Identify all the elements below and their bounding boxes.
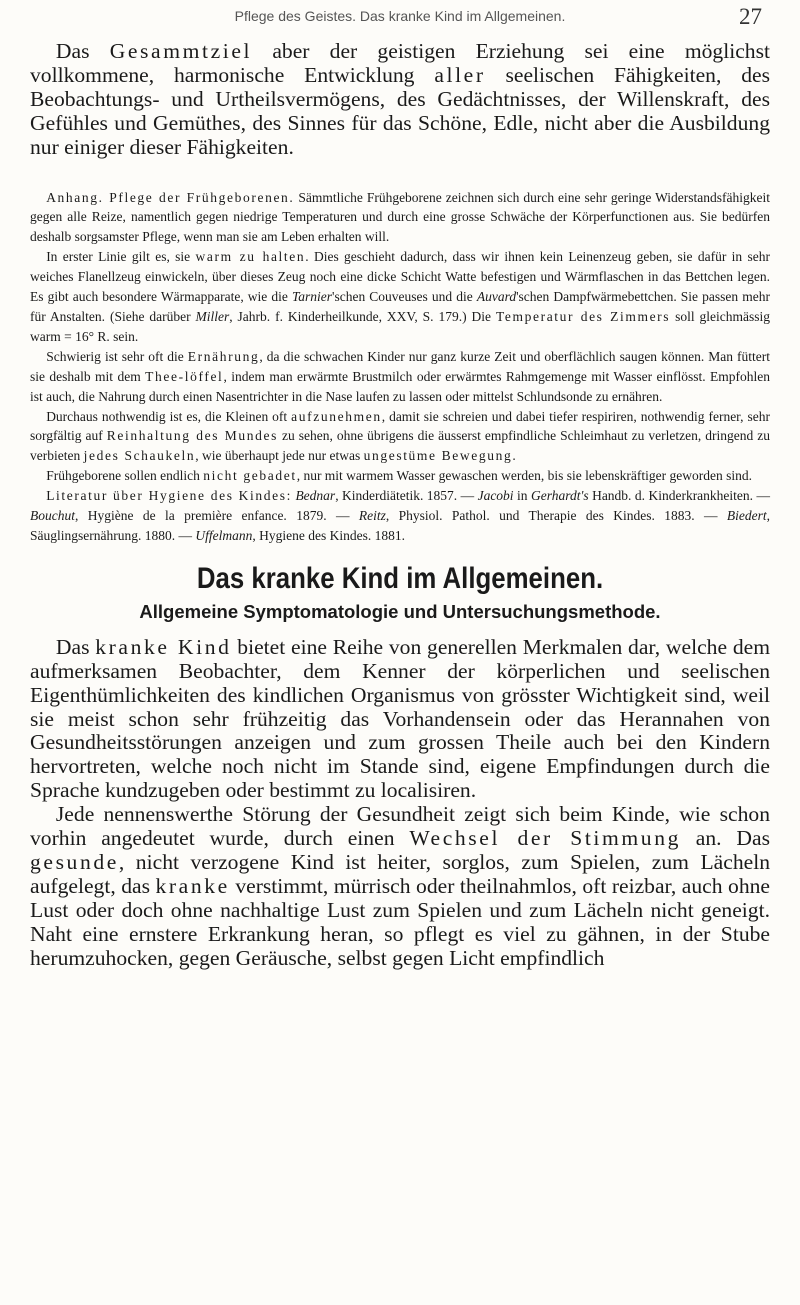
anhang-text: , wie überhaupt jede nur etwas bbox=[195, 448, 364, 464]
anhang-paragraph-4 bbox=[30, 407, 770, 467]
main-text: Das bbox=[55, 634, 96, 659]
author-jacobi: Jacobi bbox=[477, 488, 514, 504]
anhang-text: 'schen Dampfwärmebettchen. Sie passen mehr für Anstalten. (Siehe darüber bbox=[30, 289, 770, 324]
main-paragraph-2 bbox=[30, 803, 770, 970]
anhang-text: zu sehen, ohne übrigens die äusserst empfindliche Schleimhaut zu verletzen, dringend zu verbieten bbox=[30, 428, 770, 464]
author-uffelmann: Uffelmann bbox=[195, 527, 253, 543]
anhang-text: . bbox=[512, 448, 516, 464]
anhang-text: , indem man erwärmte Brustmilch oder erwärmtes Rahmgemenge mit Wasser einflösst. Empfohlen ist auch, die Nahrung durch einen Nasentrichter in die Nase laufen zu lassen oder mittelst Schlundsonde zu ernähren. bbox=[30, 368, 770, 404]
section-subheading: Allgemeine Symptomatologie und Untersuchungsmethode. bbox=[139, 600, 661, 622]
literature-text: , Säuglingsernährung. 1880. — bbox=[30, 508, 770, 543]
emphasis-ungestueme: ungestüme Bewegung bbox=[363, 448, 513, 464]
emphasis-theeloeffel: Thee-löffel bbox=[145, 368, 224, 384]
literature-paragraph bbox=[30, 486, 770, 546]
running-title: Pflege des Geistes. Das kranke Kind im Allgemeinen. bbox=[234, 8, 566, 24]
intro-text: seelischen Fähigkeiten, des Beobachtungs- und Urtheilsvermögens, des Gedächtnisses, der Willenskraft, des Gefühles und Gemüthes, des Sinnes für das Schöne, Edle, nicht aber die Ausbildung nur einiger dieser Fähigkeiten. bbox=[30, 62, 770, 159]
literature-text: , Hygiene des Kindes. 1881. bbox=[252, 527, 405, 543]
emphasis-nicht-gebadet: nicht gebadet bbox=[203, 468, 297, 484]
anhang-text: Sämmtliche Frühgeborene zeichnen sich durch eine sehr geringe Widerstandsfähigkeit gegen alle Reize, namentlich gegen niedrige Temperaturen und durch eine grosse Schwäche der Körperfunctionen aus. Sie bedürfen deshalb sorgsamster Pflege, wenn man sie am Leben erhalten will. bbox=[30, 189, 770, 245]
anhang-paragraph-5 bbox=[30, 466, 770, 486]
author-reitz: Reitz bbox=[358, 508, 386, 524]
anhang-text: , nur mit warmem Wasser gewaschen werden, bis sie lebenskräftiger geworden sind. bbox=[296, 468, 752, 484]
emphasis-temperatur: Temperatur des Zimmers bbox=[495, 308, 671, 324]
literature-text: Handb. d. Kinderkrankheiten. — bbox=[588, 488, 770, 504]
intro-text: aber der geistigen Erziehung sei eine möglichst vollkommene, harmonische Entwicklung bbox=[30, 39, 771, 87]
emphasis-warm-halten: warm zu halten bbox=[195, 249, 306, 265]
running-header bbox=[0, 4, 800, 28]
main-text: verstimmt, mürrisch oder theilnahmlos, oft reizbar, auch ohne Lust oder doch ohne nachhaltige Lust zum Spielen und zum Lächeln nicht geneigt. Naht eine ernstere Erkrankung heran, so pflegt es viel zu gähnen, in der Stube herumzuhocken, gegen Geräusche, selbst gegen Licht empfindlich bbox=[30, 873, 770, 970]
author-miller: Miller bbox=[195, 308, 230, 324]
emphasis-kranke-kind: kranke Kind bbox=[95, 634, 232, 659]
anhang-paragraph-3 bbox=[30, 347, 770, 407]
main-text: , nicht verzogene Kind ist heiter, sorglos, zum Spielen, zum Lächeln aufgelegt, das bbox=[30, 850, 770, 898]
anhang-text: . Dies geschieht dadurch, dass wir ihnen kein Leinenzeug geben, sie dafür in sehr weiches Flanellzeug einwickeln, über dieses Zeug noch eine dicke Schicht Watte befestigen und Wärmflaschen in das Bettchen legen. Es gibt auch besondere Wärmapparate, wie die bbox=[30, 249, 770, 305]
emphasis-ernaehrung: Ernährung bbox=[187, 348, 260, 364]
anhang-text: Durchaus nothwendig ist es, die Kleinen oft bbox=[46, 408, 292, 424]
anhang-text: , damit sie schreien und dabei tiefer respiriren, nothwendig ferner, sehr sorgfältig auf bbox=[30, 408, 770, 444]
literature-text: , Physiol. Pathol. und Therapie des Kindes. 1883. — bbox=[385, 508, 727, 524]
emphasis-aller: aller bbox=[434, 62, 486, 87]
emphasis-aufzunehmen: aufzunehmen bbox=[291, 408, 382, 424]
main-text: bietet eine Reihe von generellen Merkmalen dar, welche dem aufmerksamen Beobachter, dem Kenner der körperlichen und seelischen Eigenthümlichkeiten des kindlichen Organismus von grösster Wichtigkeit sind, weil sie meist schon sehr frühzeitig das Vorhandensein oder das Herannahen von Gesundheitsstörungen anzeigen und zum grossen Theile auch bei den Kindern hervortreten, welche noch nicht im Stande sind, eigene Empfindungen durch die Sprache kundzugeben oder bestimmt zu localisiren. bbox=[30, 634, 771, 803]
anhang-text: , Jahrb. f. Kinderheilkunde, XXV, S. 179.) Die bbox=[229, 308, 496, 324]
emphasis-gesunde: gesunde bbox=[30, 850, 119, 874]
anhang-text: In erster Linie gilt es, sie bbox=[46, 249, 196, 265]
author-gerhardt: Gerhardt's bbox=[530, 488, 589, 504]
intro-paragraph bbox=[30, 40, 770, 160]
emphasis-reinhaltung: Reinhaltung des Mundes bbox=[106, 428, 278, 444]
author-tarnier: Tarnier bbox=[292, 289, 333, 305]
literature-text: , Kinderdiätetik. 1857. — bbox=[335, 488, 478, 504]
author-bednar: Bednar bbox=[295, 488, 336, 504]
anhang-text: Frühgeborene sollen endlich bbox=[46, 468, 204, 484]
author-bouchut: Bouchut bbox=[30, 508, 75, 524]
anhang-heading: Anhang. Pflege der Frühgeborenen. bbox=[46, 189, 295, 205]
emphasis-kranke: kranke bbox=[155, 873, 230, 898]
anhang-text: 'schen Couveuses und die bbox=[332, 289, 477, 305]
anhang-text: , da die schwachen Kinder nur ganz kurze Zeit und oberflächlich saugen können. Man füttert sie deshalb mit dem bbox=[30, 348, 770, 384]
intro-text: Das bbox=[55, 39, 110, 63]
main-text: an. Das bbox=[680, 826, 770, 851]
main-text: Jede nennenswerthe Störung der Gesundheit zeigt sich beim Kinde, wie schon vorhin angedeutet wurde, durch einen bbox=[30, 802, 770, 851]
page-content bbox=[30, 40, 770, 971]
main-paragraph-1 bbox=[30, 636, 770, 803]
literature-heading: Literatur über Hygiene des Kindes: bbox=[46, 488, 292, 504]
literature-text: , Hygiène de la première enfance. 1879. — bbox=[75, 508, 359, 524]
anhang-paragraph-2 bbox=[30, 247, 770, 347]
author-biedert: Biedert bbox=[726, 508, 767, 524]
emphasis-gesammtziel: Gesammtziel bbox=[109, 39, 253, 63]
author-auvard: Auvard bbox=[476, 289, 517, 305]
anhang-text: soll gleichmässig warm = 16° R. sein. bbox=[30, 308, 770, 344]
emphasis-wechsel-stimmung: Wechsel der Stimmung bbox=[409, 826, 681, 851]
literature-text: in bbox=[513, 488, 531, 504]
anhang-text: Schwierig ist sehr oft die bbox=[46, 348, 188, 364]
page-number: 27 bbox=[739, 4, 762, 29]
section-heading: Das kranke Kind im Allgemeinen. bbox=[196, 561, 604, 595]
emphasis-schaukeln: jedes Schaukeln bbox=[83, 448, 196, 464]
anhang-paragraph-1 bbox=[30, 188, 770, 248]
